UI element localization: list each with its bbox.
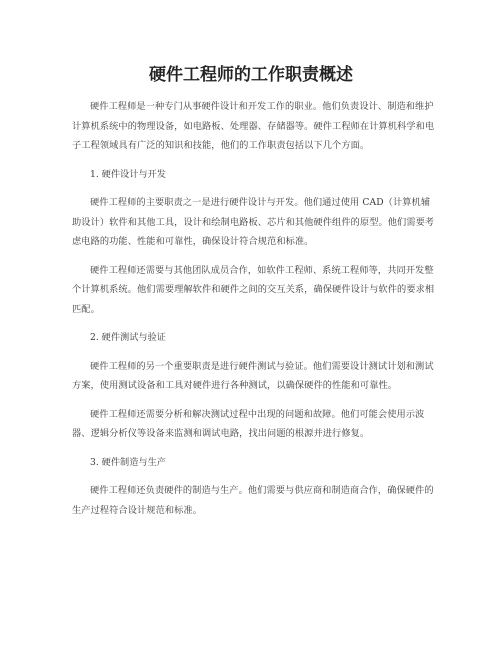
section-heading: 1. 硬件设计与开发 xyxy=(90,168,166,180)
body-paragraph: 硬件工程师的主要职责之一是进行硬件设计与开发。他们通过使用 CAD（计算机辅助设计）软件和其他工具，设计和绘制电路板、芯片和其他硬件组件的原型。他们需要考虑电路的功能、性能和可靠性，确保设计符合规范和标准。 xyxy=(72,197,435,247)
body-paragraph: 硬件工程师还负责硬件的制造与生产。他们需要与供应商和制造商合作，确保硬件的生产过程符合设计规范和标准。 xyxy=(72,485,434,516)
section-heading: 3. 硬件制造与生产 xyxy=(90,456,166,468)
body-paragraph: 硬件工程师的另一个重要职责是进行硬件测试与验证。他们需要设计测试计划和测试方案，使用测试设备和工具对硬件进行各种测试，以确保硬件的性能和可靠性。 xyxy=(72,360,434,391)
body-paragraph: 硬件工程师还需要分析和解决测试过程中出现的问题和故障。他们可能会使用示波器、逻辑分析仪等设备来监测和调试电路，找出问题的根源并进行修复。 xyxy=(72,408,425,439)
section-heading: 2. 硬件测试与验证 xyxy=(90,332,166,343)
document-body xyxy=(72,97,436,529)
intro-paragraph: 硬件工程师是一种专门从事硬件设计和开发工作的职业。他们负责设计、制造和维护计算机系统中的物理设备，如电路板、处理器、存储器等。硬件工程师在计算机科学和电子工程领域具有广泛的知识和技能，他们的工作职责包括以下几个方面。 xyxy=(72,101,435,151)
document-title: 硬件工程师的工作职责概述 xyxy=(149,65,353,85)
body-paragraph: 硬件工程师还需要与其他团队成员合作，如软件工程师、系统工程师等，共同开发整个计算机系统。他们需要理解软件和硬件之间的交互关系，确保硬件设计与软件的要求相匹配。 xyxy=(72,264,435,315)
